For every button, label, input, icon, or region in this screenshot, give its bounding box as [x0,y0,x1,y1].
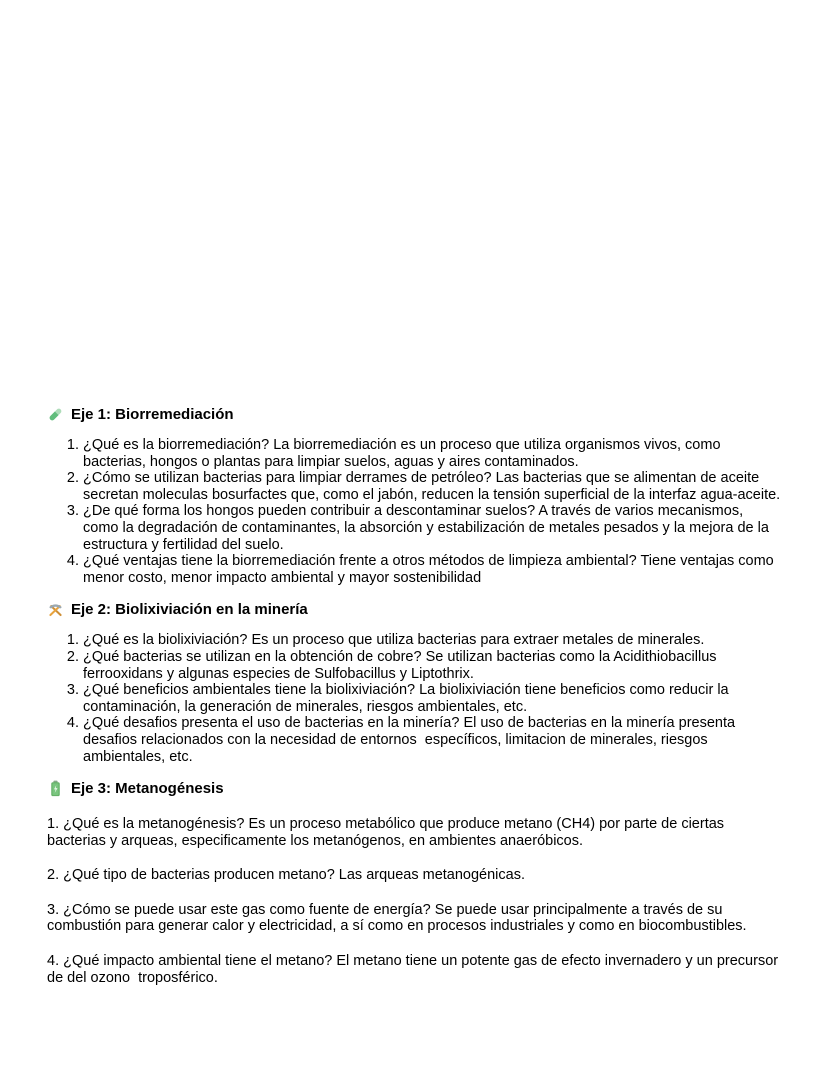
section-heading [47,600,781,619]
qa-list-eje-2 [47,632,781,765]
list-item: 2. ¿Qué bacterias se utilizan en la obtención de cobre? Se utilizan bacterias como la Acidithiobacillus ferrooxidans y algunas especies de Sulfobacillus y Liptothrix. [83,649,781,682]
paragraph: 3. ¿Cómo se puede usar este gas como fuente de energía? Se puede usar principalmente a través de su combustión para generar calor y electricidad, a sí como en procesos industriales y como en biocombustibles. [47,901,747,935]
list-item: 1. ¿Qué es la biolixiviación? Es un proceso que utiliza bacterias para extraer metales de minerales. [83,632,781,649]
section-eje-2 [47,600,781,765]
section-title-text: Eje 3: Metanogénesis [71,780,224,798]
section-eje-1 [47,405,781,586]
section-heading [47,405,781,424]
list-item: 3. ¿Qué beneficios ambientales tiene la biolixiviación? La biolixiviación tiene beneficios como reducir la contaminación, la generación de minerales, riesgos ambientales, etc. [83,682,781,715]
paragraph: 4. ¿Qué impacto ambiental tiene el metano? El metano tiene un potente gas de efecto invernadero y un precursor de del ozono troposférico. [47,953,787,986]
hammer-and-pick-icon [47,601,64,618]
section-eje-3 [47,779,787,986]
section-title-text: Eje 2: Biolixiviación en la minería [71,601,308,619]
test-tube-icon [47,406,64,423]
qa-list-eje-1 [47,437,781,586]
list-item: 1. ¿Qué es la biorremediación? La biorremediación es un proceso que utiliza organismos vivos, como bacterias, hongos o plantas para limpiar suelos, aguas y aires contaminados. [83,437,781,470]
list-item: 2. ¿Cómo se utilizan bacterias para limpiar derrames de petróleo? Las bacterias que se alimentan de aceite secretan moleculas bosurfactes que, como el jabón, reducen la tensión superficial de la interfaz agua-aceite. [83,470,781,503]
paragraph: 2. ¿Qué tipo de bacterias producen metano? Las arqueas metanogénicas. [47,867,525,884]
list-item: 4. ¿Qué ventajas tiene la biorremediación frente a otros métodos de limpieza ambiental? Tiene ventajas como menor costo, menor impacto ambiental y mayor sostenibilidad [83,553,781,586]
battery-icon [47,780,64,797]
section-title-text: Eje 1: Biorremediación [71,406,234,423]
list-item: 4. ¿Qué desafios presenta el uso de bacterias en la minería? El uso de bacterias en la minería presenta desafios relacionados con la necesidad de entornos específicos, limitacion de minerales, riesgos ambientales, etc. [83,715,781,765]
section-heading [47,779,781,798]
list-item: 3. ¿De qué forma los hongos pueden contribuir a descontaminar suelos? A través de varios mecanismos, como la degradación de contaminantes, la absorción y estabilización de metales pesados y la mejora de la estructura y fertilidad del suelo. [83,503,781,553]
paragraphs-eje-3 [47,816,787,986]
paragraph: 1. ¿Qué es la metanogénesis? Es un proceso metabólico que produce metano (CH4) por parte de ciertas bacterias y arqueas, especificamente los metanógenos, en ambientes anaeróbicos. [47,816,729,849]
